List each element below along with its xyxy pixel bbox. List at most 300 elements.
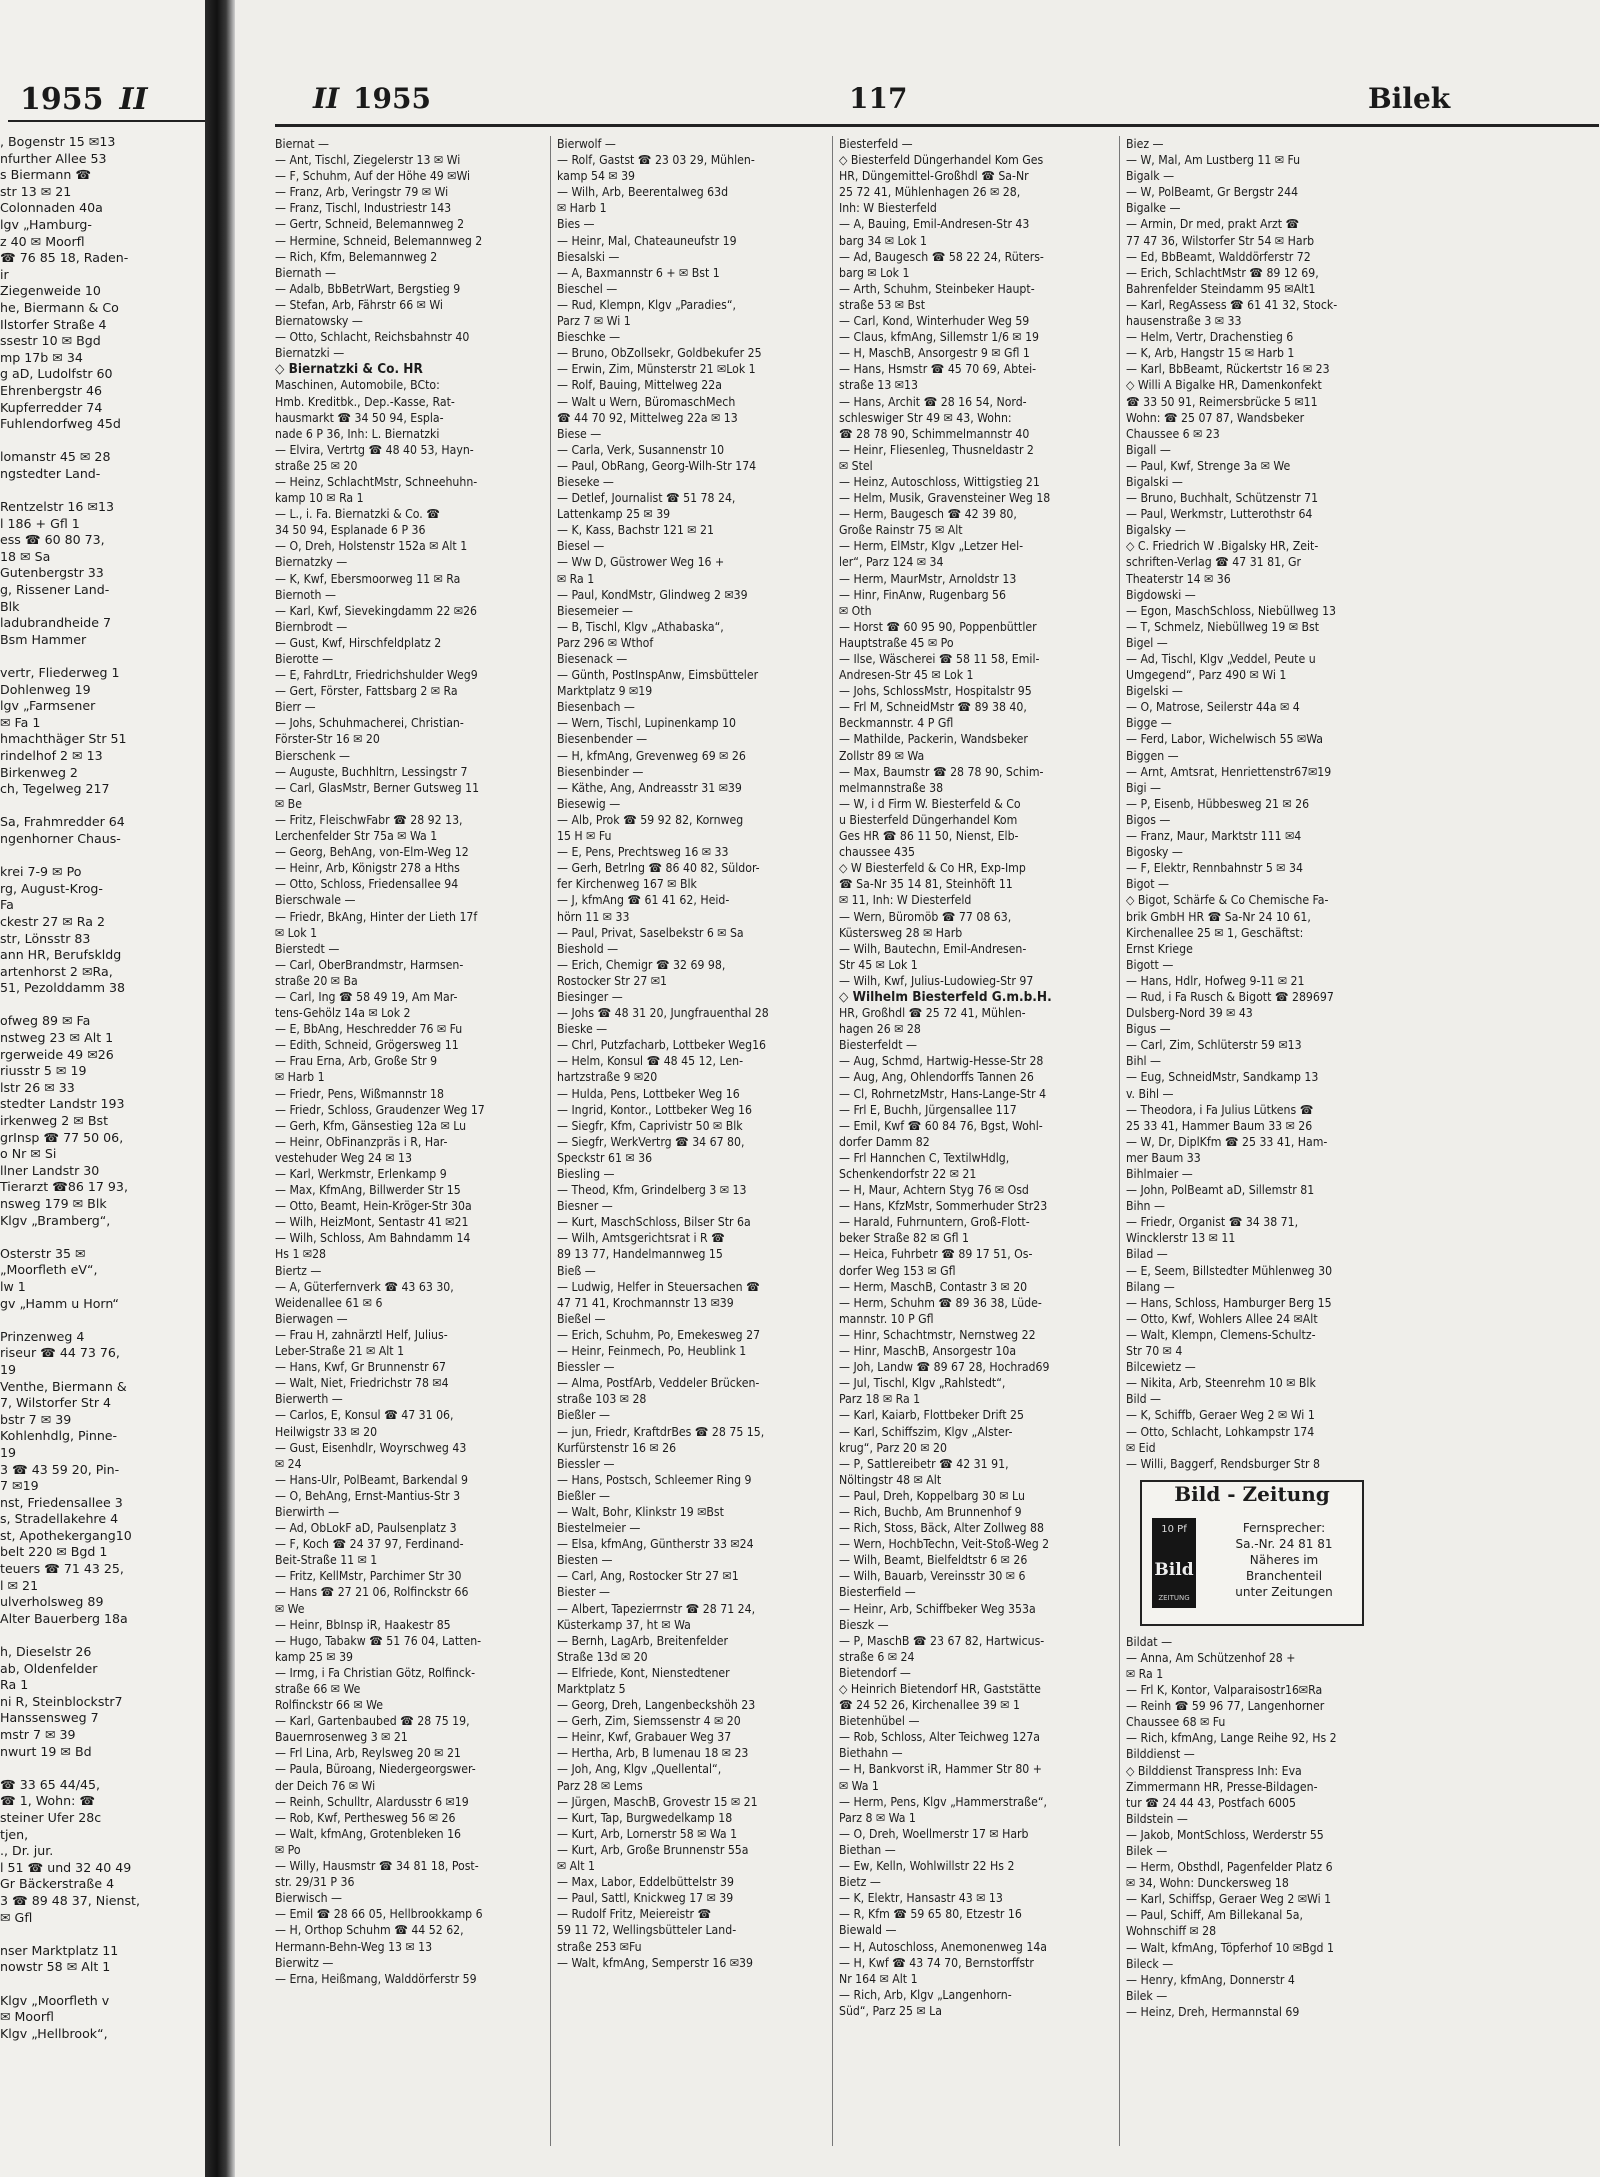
directory-entry-line: Biesterfeld — bbox=[839, 137, 913, 151]
left-page-line: gv „Hamm u Horn“ bbox=[0, 1295, 119, 1311]
directory-entry-line: Bigdowski — bbox=[1126, 587, 1196, 602]
directory-entry-line: straße 13 ✉13 bbox=[839, 378, 918, 393]
left-page bbox=[0, 0, 205, 2177]
left-page-line: nser Marktplatz 11 bbox=[0, 1942, 119, 1958]
left-page-line: „Moorfleth eV“, bbox=[0, 1262, 98, 1278]
directory-entry-line: tur ☎ 24 44 43, Postfach 6005 bbox=[1126, 1795, 1296, 1810]
directory-entry-line: dorfer Weg 153 ✉ Gfl bbox=[839, 1263, 956, 1278]
directory-entry-line: — Rolf, Bauing, Mittelweg 22a bbox=[557, 378, 722, 393]
directory-entry-line: ✉ We bbox=[275, 1601, 305, 1616]
directory-entry-line: Biggen — bbox=[1126, 748, 1179, 763]
directory-entry-line: str. 29/31 P 36 bbox=[275, 1875, 355, 1890]
left-page-line: ., Dr. jur. bbox=[0, 1843, 54, 1859]
directory-entry-line: — Heinr, Arb, Schiffbeker Weg 353a bbox=[839, 1601, 1036, 1616]
directory-entry-line: Bildat — bbox=[1126, 1634, 1173, 1649]
directory-entry-line: Biernat — bbox=[275, 137, 330, 151]
header-year: 1955 bbox=[353, 82, 431, 115]
directory-entry-line: — Kurt, Tap, Burgwedelkamp 18 bbox=[557, 1810, 733, 1825]
left-page-line: Gr Bäckerstraße 4 bbox=[0, 1876, 115, 1892]
left-page-line: ch, Tegelweg 217 bbox=[0, 781, 110, 797]
directory-entry-line: Kirchenallee 25 ✉ 1, Geschäftst: bbox=[1126, 925, 1304, 940]
directory-entry-line: Biez — bbox=[1126, 137, 1164, 151]
directory-entry-line: ✉ Eid bbox=[1126, 1440, 1156, 1455]
directory-entry-line: Ges HR ☎ 86 11 50, Nienst, Elb- bbox=[839, 829, 1019, 844]
directory-entry-line: — Erwin, Zim, Münsterstr 21 ✉Lok 1 bbox=[557, 362, 756, 377]
directory-entry-line: — P, Eisenb, Hübbesweg 21 ✉ 26 bbox=[1126, 796, 1310, 811]
directory-entry-line: — F, Elektr, Rennbahnstr 5 ✉ 34 bbox=[1126, 861, 1303, 876]
directory-entry-line: 34 50 94, Esplanade 6 P 36 bbox=[275, 523, 426, 538]
directory-entry-line: kamp 25 ✉ 39 bbox=[275, 1649, 354, 1664]
directory-entry-line: Biesterfeldt — bbox=[839, 1038, 917, 1053]
directory-entry-line: Bietenhübel — bbox=[839, 1714, 920, 1729]
left-page-line: stedter Landstr 193 bbox=[0, 1096, 125, 1112]
directory-entry-line: Umgegend“, Parz 490 ✉ Wi 1 bbox=[1126, 668, 1287, 683]
directory-entry-line: u Biesterfeld Düngerhandel Kom bbox=[839, 812, 1018, 827]
directory-entry-line: — Arnt, Amtsrat, Henriettenstr67✉19 bbox=[1126, 764, 1332, 779]
directory-entry-line: Bilddienst — bbox=[1126, 1747, 1195, 1762]
directory-entry-line: — Friedr, Organist ☎ 34 38 71, bbox=[1126, 1215, 1299, 1230]
left-page-line: l ✉ 21 bbox=[0, 1577, 39, 1593]
directory-entry-line: — Hertha, Arb, B lumenau 18 ✉ 23 bbox=[557, 1746, 749, 1761]
left-page-line: l 186 + Gfl 1 bbox=[0, 515, 80, 531]
directory-entry-line: straße 53 ✉ Bst bbox=[839, 297, 926, 312]
directory-entry-line: 59 11 72, Wellingsbütteler Land- bbox=[557, 1923, 737, 1938]
directory-entry-line: — Carl, Ang, Rostocker Str 27 ✉1 bbox=[557, 1569, 739, 1584]
directory-entry-line: Biesling — bbox=[557, 1167, 615, 1181]
directory-entry-line: — P, MaschB ☎ 23 67 82, Hartwicus- bbox=[839, 1633, 1045, 1648]
column-4-entries-bottom bbox=[1126, 1634, 1391, 2020]
directory-entry-line: — Karl, Gartenbaubed ☎ 28 75 19, bbox=[275, 1714, 470, 1729]
directory-entry-line: Bierwitz — bbox=[275, 1955, 334, 1970]
left-page-line: 3 ☎ 89 48 37, Nienst, bbox=[0, 1892, 140, 1908]
directory-entry-line: Biesewig — bbox=[557, 796, 621, 811]
directory-entry-line: — Erna, Heißmang, Walddörferstr 59 bbox=[275, 1971, 477, 1986]
directory-entry-line: ✉ Wa 1 bbox=[839, 1778, 879, 1793]
left-page-line: 7 ✉19 bbox=[0, 1478, 39, 1494]
left-page-line: rindelhof 2 ✉ 13 bbox=[0, 747, 103, 763]
directory-entry-line: ✉ 34, Wohn: Dunckersweg 18 bbox=[1126, 1876, 1289, 1891]
left-page-line: belt 220 ✉ Bgd 1 bbox=[0, 1544, 108, 1560]
directory-entry-line: hörn 11 ✉ 33 bbox=[557, 909, 630, 924]
directory-column-4 bbox=[1126, 136, 1391, 2156]
left-page-line: 19 bbox=[0, 1361, 17, 1377]
left-page-line: str, Lönsstr 83 bbox=[0, 930, 91, 946]
directory-entry-line: Bihl — bbox=[1126, 1054, 1162, 1069]
directory-entry-line: — Kurt, Arb, Große Brunnenstr 55a bbox=[557, 1842, 749, 1857]
left-page-line: Kupferredder 74 bbox=[0, 399, 103, 415]
left-page-line: 51, Pezolddamm 38 bbox=[0, 980, 126, 996]
directory-entry-line: 47 71 41, Krochmannstr 13 ✉39 bbox=[557, 1295, 734, 1310]
directory-entry-line: Hauptstraße 45 ✉ Po bbox=[839, 635, 954, 650]
directory-entry-line: Bihn — bbox=[1126, 1199, 1165, 1214]
left-page-line: Klgv „Bramberg“, bbox=[0, 1212, 111, 1228]
directory-entry-line: — Erich, Chemigr ☎ 32 69 98, bbox=[557, 957, 726, 972]
directory-entry-line: — Carl, Kond, Winterhuder Weg 59 bbox=[839, 314, 1030, 329]
directory-entry-line: Biese — bbox=[557, 426, 602, 441]
directory-entry-line: — F, Schuhm, Auf der Höhe 49 ✉Wi bbox=[275, 169, 471, 184]
left-page-line: ssestr 10 ✉ Bgd bbox=[0, 333, 101, 349]
left-page-line: nwurt 19 ✉ Bd bbox=[0, 1743, 92, 1759]
left-page-line: bstr 7 ✉ 39 bbox=[0, 1411, 72, 1427]
directory-entry-line: — Herm, MaurMstr, Arnoldstr 13 bbox=[839, 571, 1017, 586]
directory-entry-line: Bierwolf — bbox=[557, 137, 616, 151]
directory-entry-line: — Rob, Kwf, Perthesweg 56 ✉ 26 bbox=[275, 1810, 456, 1825]
directory-entry-line: — Willy, Hausmstr ☎ 34 81 18, Post- bbox=[275, 1859, 479, 1874]
directory-entry-line: Maschinen, Automobile, BCto: bbox=[275, 378, 440, 393]
directory-entry-line: ◇ Biesterfeld Düngerhandel Kom Ges bbox=[839, 153, 1044, 168]
directory-entry-line: — P, Sattlereibetr ☎ 42 31 91, bbox=[839, 1456, 1009, 1471]
directory-entry-line: mannstr. 10 P Gfl bbox=[839, 1311, 934, 1326]
directory-entry-line: — Herm, Pens, Klgv „Hammerstraße“, bbox=[839, 1794, 1047, 1809]
directory-entry-line: ✉ Harb 1 bbox=[275, 1070, 325, 1085]
directory-entry-line: schleswiger Str 49 ✉ 43, Wohn: bbox=[839, 410, 1012, 425]
directory-entry-line: ☎ 24 52 26, Kirchenallee 39 ✉ 1 bbox=[839, 1698, 1020, 1713]
directory-entry-line: Biessler — bbox=[557, 1360, 615, 1375]
directory-entry-line: — Hugo, Tabakw ☎ 51 76 04, Latten- bbox=[275, 1633, 482, 1648]
directory-entry-line: Bierschenk — bbox=[275, 748, 351, 763]
directory-entry-line: — E, Pens, Prechtsweg 16 ✉ 33 bbox=[557, 845, 729, 860]
directory-entry-line: Biesinger — bbox=[557, 989, 623, 1004]
directory-entry-line: — Max, Baumstr ☎ 28 78 90, Schim- bbox=[839, 764, 1044, 779]
directory-entry-line: — Georg, Dreh, Langenbeckshöh 23 bbox=[557, 1698, 756, 1713]
left-page-line: st, Apothekergang10 bbox=[0, 1527, 132, 1543]
directory-entry-line: — Heica, Fuhrbetr ☎ 89 17 51, Os- bbox=[839, 1247, 1033, 1262]
directory-entry-line: — Paul, Privat, Saselbekstr 6 ✉ Sa bbox=[557, 925, 744, 940]
directory-entry-line: Inh: W Biesterfeld bbox=[839, 201, 937, 216]
directory-entry-line: Leber-Straße 21 ✉ Alt 1 bbox=[275, 1344, 405, 1359]
directory-entry-line: ☎ 33 50 91, Reimersbrücke 5 ✉11 bbox=[1126, 394, 1318, 409]
left-page-line: g aD, Ludolfstr 60 bbox=[0, 366, 113, 382]
directory-entry-line: HR, Großhdl ☎ 25 72 41, Mühlen- bbox=[839, 1006, 1026, 1021]
directory-entry-line: — Johs, Schuhmacherei, Christian- bbox=[275, 716, 464, 731]
directory-entry-line: — Cl, RohrnetzMstr, Hans-Lange-Str 4 bbox=[839, 1086, 1047, 1101]
directory-entry-line: Bigalsky — bbox=[1126, 523, 1186, 538]
directory-entry-line: — Kurt, MaschSchloss, Bilser Str 6a bbox=[557, 1215, 751, 1230]
directory-entry-line: Biernath — bbox=[275, 265, 336, 280]
directory-entry-line: — Wilh, Amtsgerichtsrat i R ☎ bbox=[557, 1231, 725, 1246]
directory-entry-line: barg 34 ✉ Lok 1 bbox=[839, 233, 927, 248]
left-page-line: vertr, Fliederweg 1 bbox=[0, 665, 120, 680]
left-page-line: lgv „Hamburg- bbox=[0, 216, 92, 232]
directory-entry-line: Bießler — bbox=[557, 1408, 610, 1423]
left-page-line: nfurther Allee 53 bbox=[0, 150, 107, 166]
left-page-line: 19 bbox=[0, 1444, 17, 1460]
directory-entry-line: — L., i. Fa. Biernatzki & Co. ☎ bbox=[275, 507, 440, 522]
left-page-line: 7, Wilstorfer Str 4 bbox=[0, 1395, 112, 1411]
directory-entry-line: Biesenbinder — bbox=[557, 764, 644, 779]
directory-entry-line: Bierwagen — bbox=[275, 1311, 348, 1326]
left-page-line: lstr 26 ✉ 33 bbox=[0, 1079, 75, 1095]
directory-entry-line: — Armin, Dr med, prakt Arzt ☎ bbox=[1126, 217, 1300, 232]
left-page-line: 18 ✉ Sa bbox=[0, 548, 51, 564]
directory-entry-line: — Günth, PostInspAnw, Eimsbütteler bbox=[557, 668, 759, 683]
left-page-line: ☎ 1, Wohn: ☎ bbox=[0, 1793, 96, 1809]
directory-entry-line: — Walt, kfmAng, Semperstr 16 ✉39 bbox=[557, 1955, 753, 1970]
directory-entry-line: ✉ Oth bbox=[839, 603, 872, 618]
directory-entry-line: — Paul, Werkmstr, Lutterothstr 64 bbox=[1126, 507, 1313, 522]
directory-entry-line: Bigalk — bbox=[1126, 169, 1175, 184]
directory-entry-line: — Walt u Wern, BüromaschMech bbox=[557, 394, 736, 409]
directory-entry-line: Bietendorf — bbox=[839, 1665, 911, 1680]
directory-entry-line: chaussee 435 bbox=[839, 845, 915, 860]
directory-entry-line: — Fritz, KellMstr, Parchimer Str 30 bbox=[275, 1569, 462, 1584]
left-page-line: Ra 1 bbox=[0, 1677, 29, 1693]
left-page-line: str 13 ✉ 21 bbox=[0, 183, 72, 199]
directory-entry-line: — Friedr, Pens, Wißmannstr 18 bbox=[275, 1086, 444, 1101]
directory-entry-line: — Fritz, FleischwFabr ☎ 28 92 13, bbox=[275, 812, 463, 827]
left-page-line bbox=[0, 1926, 205, 1943]
directory-entry-line: — Elsa, kfmAng, Güntherstr 33 ✉24 bbox=[557, 1537, 754, 1552]
directory-entry-line: Bieß — bbox=[557, 1263, 596, 1278]
directory-entry-line: der Deich 76 ✉ Wi bbox=[275, 1778, 376, 1793]
left-page-line: rg, August-Krog- bbox=[0, 880, 103, 896]
directory-entry-line: — Gerh, Kfm, Gänsestieg 12a ✉ Lu bbox=[275, 1118, 467, 1133]
directory-entry-line: — Gerh, Zim, Siemssenstr 4 ✉ 20 bbox=[557, 1714, 741, 1729]
left-page-line: artenhorst 2 ✉Ra, bbox=[0, 963, 113, 979]
left-page-line: riusstr 5 ✉ 19 bbox=[0, 1063, 87, 1079]
left-page-line: ess ☎ 60 80 73, bbox=[0, 532, 105, 548]
directory-entry-line: — Rich, Arb, Klgv „Langenhorn- bbox=[839, 1987, 1012, 2002]
directory-entry-line: Biesten — bbox=[557, 1553, 613, 1568]
directory-entry-line: — Carl, Ing ☎ 58 49 19, Am Mar- bbox=[275, 989, 458, 1004]
header-rule bbox=[275, 124, 1599, 127]
left-page-line: ngenhorner Chaus- bbox=[0, 830, 121, 846]
directory-entry-line: — Heinz, SchlachtMstr, Schneehuhn- bbox=[275, 474, 478, 489]
directory-entry-line: Lerchenfelder Str 75a ✉ Wa 1 bbox=[275, 829, 438, 844]
directory-entry-line: Bilek — bbox=[1126, 1844, 1168, 1858]
directory-entry-line: — Heinr, Arb, Königstr 278 a Hths bbox=[275, 861, 460, 876]
directory-entry-line: — Helm, Vertr, Drachenstieg 6 bbox=[1126, 330, 1294, 345]
directory-entry-line: — H, Orthop Schuhm ☎ 44 52 62, bbox=[275, 1923, 464, 1938]
ad-text bbox=[1210, 1520, 1358, 1600]
left-page-line: g, Rissener Land- bbox=[0, 582, 110, 598]
directory-entry-line: Bild — bbox=[1126, 1392, 1162, 1407]
left-page-line bbox=[0, 848, 205, 865]
directory-entry-line: Bihlmaier — bbox=[1126, 1167, 1193, 1181]
left-page-line: mstr 7 ✉ 39 bbox=[0, 1727, 76, 1742]
directory-entry-line: Bahrenfelder Steindamm 95 ✉Alt1 bbox=[1126, 281, 1316, 296]
directory-entry-line: — Paul, KondMstr, Glindweg 2 ✉39 bbox=[557, 587, 748, 602]
directory-entry-line: — Ed, BbBeamt, Walddörferstr 72 bbox=[1126, 249, 1311, 264]
directory-entry-line: — Hinr, FinAnw, Rugenbarg 56 bbox=[839, 587, 1007, 602]
directory-entry-line: — T, Schmelz, Niebüllweg 19 ✉ Bst bbox=[1126, 619, 1320, 634]
directory-entry-line: — E, FahrdLtr, Friedrichshulder Weg9 bbox=[275, 668, 478, 683]
directory-entry-line: Parz 8 ✉ Wa 1 bbox=[839, 1810, 916, 1825]
directory-entry-line: — O, Matrose, Seilerstr 44a ✉ 4 bbox=[1126, 700, 1300, 715]
left-page-line: Birkenweg 2 bbox=[0, 764, 78, 780]
directory-entry-line: — Rolf, Gastst ☎ 23 03 29, Mühlen- bbox=[557, 153, 755, 168]
left-page-line: nsweg 179 ✉ Blk bbox=[0, 1196, 107, 1211]
left-page-line: s Biermann ☎ bbox=[0, 167, 92, 183]
left-page-line: s, Stradellakehre 4 bbox=[0, 1511, 119, 1527]
directory-entry-line: — Heinz, Dreh, Hermannstal 69 bbox=[1126, 2004, 1300, 2019]
directory-entry-line: — O, BehAng, Ernst-Mantius-Str 3 bbox=[275, 1488, 461, 1503]
directory-entry-line: nade 6 P 36, Inh: L. Biernatzki bbox=[275, 426, 440, 441]
directory-entry-line: Parz 28 ✉ Lems bbox=[557, 1778, 643, 1793]
left-page-line bbox=[0, 997, 205, 1014]
directory-entry-line: — K, Schiffb, Geraer Weg 2 ✉ Wi 1 bbox=[1126, 1408, 1315, 1423]
directory-entry-line: — Hans, Kwf, Gr Brunnenstr 67 bbox=[275, 1360, 447, 1375]
bild-zeitung-advertisement bbox=[1140, 1480, 1364, 1626]
directory-entry-line: — Egon, MaschSchloss, Niebüllweg 13 bbox=[1126, 603, 1337, 618]
left-page-line: hmachthäger Str 51 bbox=[0, 731, 127, 747]
directory-entry-line: Bierwerth — bbox=[275, 1392, 343, 1407]
directory-entry-line: — Gust, Kwf, Hirschfeldplatz 2 bbox=[275, 635, 442, 650]
left-page-line: ✉ Fa 1 bbox=[0, 714, 41, 730]
directory-entry-line: ler“, Parz 124 ✉ 34 bbox=[839, 555, 944, 570]
directory-entry-line: — Emil, Kwf ☎ 60 84 76, Bgst, Wohl- bbox=[839, 1118, 1043, 1133]
directory-entry-line: ✉ 11, Inh: W Diesterfeld bbox=[839, 893, 972, 908]
directory-entry-line: Bießler — bbox=[557, 1488, 610, 1503]
directory-entry-line: — K, Kass, Bachstr 121 ✉ 21 bbox=[557, 523, 714, 538]
directory-entry-line: — Hermine, Schneid, Belemannweg 2 bbox=[275, 233, 483, 248]
directory-column-3 bbox=[839, 136, 1104, 2156]
directory-entry-line: — Gust, Eisenhdlr, Woyrschweg 43 bbox=[275, 1440, 467, 1455]
directory-entry-line: Biernoth — bbox=[275, 587, 336, 602]
directory-entry-line: Bierwisch — bbox=[275, 1891, 342, 1906]
directory-entry-line: Biesenbach — bbox=[557, 700, 635, 715]
left-page-line: Venthe, Biermann & bbox=[0, 1378, 127, 1394]
directory-entry-line: — Heinr, ObFinanzpräs i R, Har- bbox=[275, 1134, 448, 1149]
directory-entry-line: — Carlos, E, Konsul ☎ 47 31 06, bbox=[275, 1408, 454, 1423]
directory-entry-line: — Paul, Dreh, Koppelbarg 30 ✉ Lu bbox=[839, 1488, 1025, 1503]
directory-entry-line: Biessler — bbox=[557, 1456, 615, 1471]
left-page-line: ckestr 27 ✉ Ra 2 bbox=[0, 913, 105, 929]
directory-entry-line: — A, Bauing, Emil-Andresen-Str 43 bbox=[839, 217, 1030, 232]
directory-entry-line: — Helm, Musik, Gravensteiner Weg 18 bbox=[839, 491, 1051, 506]
directory-entry-line: v. Bihl — bbox=[1126, 1086, 1174, 1101]
directory-entry-line: Große Rainstr 75 ✉ Alt bbox=[839, 523, 963, 538]
directory-entry-line: — K, Kwf, Ebersmoorweg 11 ✉ Ra bbox=[275, 571, 461, 586]
ad-title: Bild - Zeitung bbox=[1174, 1481, 1330, 1506]
left-page-line bbox=[0, 1312, 205, 1329]
directory-entry-line: Str 45 ✉ Lok 1 bbox=[839, 957, 918, 972]
directory-entry-line: Biestelmeier — bbox=[557, 1521, 641, 1536]
directory-entry-line: Süd“, Parz 25 ✉ La bbox=[839, 2003, 942, 2018]
directory-entry-line: — E, Seem, Billstedter Mühlenweg 30 bbox=[1126, 1263, 1333, 1278]
left-page-line: ☎ 33 65 44/45, bbox=[0, 1776, 101, 1792]
directory-entry-line: — Erich, Schuhm, Po, Emekesweg 27 bbox=[557, 1327, 761, 1342]
left-page-line: Klgv „Moorfleth v bbox=[0, 1992, 110, 2008]
directory-entry-line: melmannstraße 38 bbox=[839, 780, 944, 795]
directory-entry-line: kamp 54 ✉ 39 bbox=[557, 169, 636, 184]
directory-entry-line: Bigus — bbox=[1126, 1022, 1171, 1037]
directory-entry-line: ✉ Stel bbox=[839, 458, 873, 473]
directory-entry-line: — Anna, Am Schützenhof 28 + bbox=[1126, 1650, 1296, 1665]
directory-entry-line: — Karl, Werkmstr, Erlenkamp 9 bbox=[275, 1167, 447, 1181]
left-page-header bbox=[20, 82, 148, 117]
directory-entry-line: — Jürgen, MaschB, Grovestr 15 ✉ 21 bbox=[557, 1794, 758, 1809]
directory-entry-line: — Otto, Beamt, Hein-Kröger-Str 30a bbox=[275, 1199, 472, 1214]
directory-entry-line: — W, Mal, Am Lustberg 11 ✉ Fu bbox=[1126, 153, 1301, 168]
left-page-line: Fuhlendorfweg 45d bbox=[0, 416, 121, 432]
directory-entry-line: ◇ W Biesterfeld & Co HR, Exp-Imp bbox=[839, 861, 1026, 876]
directory-entry-line: Dulsberg-Nord 39 ✉ 43 bbox=[1126, 1006, 1253, 1021]
directory-entry-line: — Heinr, BbInsp iR, Haakestr 85 bbox=[275, 1617, 451, 1632]
directory-entry-line: — Reinh ☎ 59 96 77, Langenhorner bbox=[1126, 1699, 1325, 1714]
directory-entry-line: Bilcewietz — bbox=[1126, 1360, 1196, 1375]
directory-entry-line: — Hans, Archit ☎ 28 16 54, Nord- bbox=[839, 394, 1027, 409]
directory-entry-line: — Franz, Arb, Veringstr 79 ✉ Wi bbox=[275, 185, 449, 200]
directory-entry-line: — Theod, Kfm, Grindelberg 3 ✉ 13 bbox=[557, 1183, 747, 1198]
ad-line: Branchenteil bbox=[1245, 1568, 1323, 1583]
directory-entry-line: straße 66 ✉ We bbox=[275, 1682, 361, 1696]
directory-entry-line: — Walt, Klempn, Clemens-Schultz- bbox=[1126, 1327, 1316, 1342]
directory-entry-line: — Rich, kfmAng, Lange Reihe 92, Hs 2 bbox=[1126, 1731, 1337, 1746]
directory-entry-line: — Carl, GlasMstr, Berner Gutsweg 11 bbox=[275, 780, 480, 795]
directory-entry-line: 25 33 41, Hammer Baum 33 ✉ 26 bbox=[1126, 1118, 1313, 1133]
directory-entry-line: — Ad, ObLokF aD, Paulsenplatz 3 bbox=[275, 1521, 457, 1536]
left-page-line: Kohlenhdlg, Pinne- bbox=[0, 1428, 118, 1444]
directory-entry-line: — A, Baxmannstr 6 + ✉ Bst 1 bbox=[557, 265, 720, 280]
left-page-line: krei 7-9 ✉ Po bbox=[0, 864, 82, 880]
directory-entry-line: Biethan — bbox=[839, 1842, 896, 1857]
left-page-line: 3 ☎ 43 59 20, Pin- bbox=[0, 1461, 120, 1477]
directory-entry-line: — Rud, i Fa Rusch & Bigott ☎ 289697 bbox=[1126, 989, 1334, 1004]
left-page-line: nstweg 23 ✉ Alt 1 bbox=[0, 1030, 114, 1046]
directory-entry-line: Biethahn — bbox=[839, 1746, 903, 1761]
header-roman-numeral: II bbox=[313, 82, 340, 115]
directory-entry-line: ☎ 28 78 90, Schimmelmannstr 40 bbox=[839, 426, 1030, 441]
directory-entry-line: — Frl Lina, Arb, Reylsweg 20 ✉ 21 bbox=[275, 1746, 461, 1761]
directory-entry-line: — Karl, BbBeamt, Rückertstr 16 ✉ 23 bbox=[1126, 362, 1330, 377]
directory-entry-line: — Max, KfmAng, Billwerder Str 15 bbox=[275, 1183, 461, 1198]
directory-entry-line: — Bruno, Buchhalt, Schützenstr 71 bbox=[1126, 491, 1319, 506]
directory-entry-line: Biernbrodt — bbox=[275, 619, 348, 634]
left-page-line: Bsm Hammer bbox=[0, 631, 87, 647]
directory-entry-line: 15 H ✉ Fu bbox=[557, 829, 612, 844]
column-divider bbox=[832, 136, 833, 2146]
directory-entry-line: — Walt, Bohr, Klinkstr 19 ✉Bst bbox=[557, 1504, 724, 1519]
directory-entry-line: Bilad — bbox=[1126, 1247, 1168, 1262]
directory-entry-line: — Wilh, HeizMont, Sentastr 41 ✉21 bbox=[275, 1215, 469, 1230]
directory-entry-line: — Rob, Schloss, Alter Teichweg 127a bbox=[839, 1730, 1041, 1745]
directory-entry-line: — Herm, ElMstr, Klgv „Letzer Hel- bbox=[839, 539, 1024, 554]
directory-entry-line: Bierr — bbox=[275, 700, 316, 715]
directory-entry-line: — Paul, Sattl, Knickweg 17 ✉ 39 bbox=[557, 1891, 734, 1906]
directory-entry-line: Bigel — bbox=[1126, 635, 1168, 650]
left-page-line: Rentzelstr 16 ✉13 bbox=[0, 499, 114, 515]
directory-entry-line: Bigosky — bbox=[1126, 845, 1183, 860]
page-header bbox=[235, 82, 1600, 122]
directory-entry-line: — Carl, Zim, Schlüterstr 59 ✉13 bbox=[1126, 1038, 1302, 1053]
directory-entry-line: — Walt, kfmAng, Töpferhof 10 ✉Bgd 1 bbox=[1126, 1940, 1334, 1955]
directory-entry-line: — B, Tischl, Klgv „Athabaska“, bbox=[557, 619, 724, 634]
directory-entry-line: — Paul, Schiff, Am Billekanal 5a, bbox=[1126, 1908, 1303, 1923]
directory-entry-line: ✉ Ra 1 bbox=[557, 571, 595, 586]
page-number: 117 bbox=[849, 82, 908, 115]
directory-entry-line: Biesenbender — bbox=[557, 732, 648, 747]
directory-entry-line: — Jakob, MontSchloss, Werderstr 55 bbox=[1126, 1827, 1324, 1842]
directory-entry-line: — Wern, Büromöb ☎ 77 08 63, bbox=[839, 909, 1012, 924]
left-page-line: lgv „Farmsener bbox=[0, 698, 96, 714]
directory-entry-line: — Rud, Klempn, Klgv „Paradies“, bbox=[557, 297, 736, 312]
directory-entry-line: Marktplatz 9 ✉19 bbox=[557, 684, 653, 699]
directory-entry-line: — Elfriede, Kont, Nienstedtener bbox=[557, 1665, 730, 1680]
directory-entry-line: — Karl, Schiffszim, Klgv „Alster- bbox=[839, 1424, 1013, 1439]
directory-entry-line: ◇ Wilhelm Biesterfeld G.m.b.H. bbox=[839, 988, 1052, 1005]
directory-entry-line: — Kurt, Arb, Lornerstr 58 ✉ Wa 1 bbox=[557, 1826, 738, 1841]
left-page-line: ☎ 76 85 18, Raden- bbox=[0, 250, 129, 266]
directory-entry-line: ✉ Ra 1 bbox=[1126, 1666, 1164, 1681]
directory-entry-line: — Johs, SchlossMstr, Hospitalstr 95 bbox=[839, 684, 1032, 699]
left-page-line: o Nr ✉ Si bbox=[0, 1146, 57, 1162]
directory-entry-line: Zimmermann HR, Presse-Bildagen- bbox=[1126, 1779, 1318, 1794]
left-page-line: ulverholsweg 89 bbox=[0, 1594, 104, 1610]
ad-line: Sa.-Nr. 24 81 81 bbox=[1235, 1536, 1333, 1551]
directory-entry-line: — Paul, ObRang, Georg-Wilh-Str 174 bbox=[557, 458, 757, 473]
left-page-line: Sa, Frahmredder 64 bbox=[0, 814, 125, 830]
